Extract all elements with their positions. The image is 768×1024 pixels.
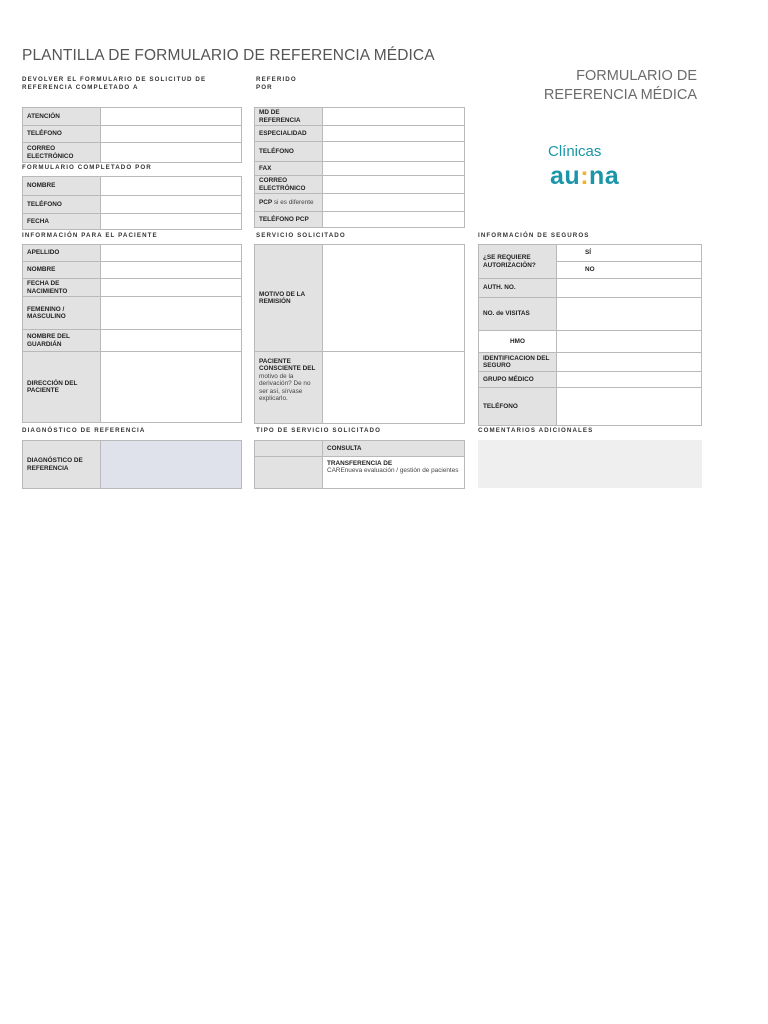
- referring-email-field[interactable]: [323, 176, 465, 194]
- label-consult: CONSULTA: [323, 441, 465, 457]
- label-diagnosis: DIAGNÓSTICO DE REFERENCIA: [23, 441, 101, 489]
- transfer-label: TRANSFERENCIA DE: [327, 460, 393, 467]
- label-visits: NO. de VISITAS: [479, 298, 557, 331]
- referring-md-field[interactable]: [323, 108, 465, 126]
- label-attention: ATENCIÓN: [23, 108, 101, 126]
- service-type-table: [254, 440, 465, 489]
- return-email-field[interactable]: [101, 143, 242, 163]
- fax-field[interactable]: [323, 162, 465, 176]
- specialty-field[interactable]: [323, 126, 465, 142]
- transfer-sub: CAREnueva evaluación / gestión de pacientes: [327, 467, 459, 475]
- label-completed-phone: TELÉFONO: [23, 196, 101, 214]
- referring-phone-field[interactable]: [323, 142, 465, 162]
- return-phone-field[interactable]: [101, 126, 242, 143]
- section-heading-service-type: TIPO DE SERVICIO SOLICITADO: [256, 427, 382, 434]
- address-field[interactable]: [101, 352, 242, 423]
- section-heading-service: SERVICIO SOLICITADO: [256, 232, 346, 239]
- consult-checkbox[interactable]: [255, 441, 323, 457]
- label-return-email: CORREO ELECTRÓNICO: [23, 143, 101, 163]
- section-heading-patient: INFORMACIÓN PARA EL PACIENTE: [22, 232, 158, 239]
- attention-field[interactable]: [101, 108, 242, 126]
- label-sex: FEMENINO / MASCULINO: [23, 297, 101, 330]
- completed-name-field[interactable]: [101, 177, 242, 196]
- form-heading: FORMULARIO DE REFERENCIA MÉDICA: [543, 68, 697, 103]
- label-last-name: APELLIDO: [23, 245, 101, 262]
- completed-by-table: [22, 176, 242, 230]
- hmo-label: HMO: [479, 331, 557, 353]
- pcp-label: PCP: [259, 198, 273, 206]
- guardian-field[interactable]: [101, 330, 242, 352]
- last-name-field[interactable]: [101, 245, 242, 262]
- pcp-sub: si es diferente: [273, 198, 314, 206]
- label-patient-aware: [255, 352, 323, 424]
- page-title: PLANTILLA DE FORMULARIO DE REFERENCIA MÉDICA: [22, 47, 435, 64]
- label-specialty: ESPECIALIDAD: [255, 126, 323, 142]
- label-pcp-phone: TELÉFONO PCP: [255, 212, 323, 228]
- section-heading-diagnosis: DIAGNÓSTICO DE REFERENCIA: [22, 427, 146, 434]
- pcp-field[interactable]: [323, 194, 465, 212]
- insurance-table: [478, 244, 702, 426]
- reason-field[interactable]: [323, 245, 465, 352]
- label-first-name: NOMBRE: [23, 262, 101, 279]
- label-referring-email: CORREO ELECTRÓNICO: [255, 176, 323, 194]
- label-auth-required: ¿SE REQUIERE AUTORIZACIÓN?: [479, 245, 557, 279]
- label-reason: MOTIVO DE LA REMISIÓN: [255, 245, 323, 352]
- patient-aware-label: PACIENTE CONSCIENTE DEL: [259, 358, 316, 373]
- insurance-id-field[interactable]: [557, 353, 702, 372]
- label-address: DIRECCIÓN DEL PACIENTE: [23, 352, 101, 423]
- section-heading-comments: COMENTARIOS ADICIONALES: [478, 427, 594, 434]
- sex-field[interactable]: [101, 297, 242, 330]
- label-completed-name: NOMBRE: [23, 177, 101, 196]
- patient-aware-sub: motivo de la derivación? De no ser así, sírvase explicarlo.: [259, 372, 311, 403]
- label-guardian: NOMBRE DEL GUARDIÁN: [23, 330, 101, 352]
- birth-date-field[interactable]: [101, 279, 242, 297]
- label-fax: FAX: [255, 162, 323, 176]
- label-referring-md: MD DE REFERENCIA: [255, 108, 323, 126]
- logo-text-bottom: au:na: [550, 162, 620, 190]
- diagnosis-field[interactable]: [101, 441, 242, 489]
- insurance-phone-field[interactable]: [557, 388, 702, 426]
- return-to-table: [22, 107, 242, 163]
- label-pcp: [255, 194, 323, 212]
- diagnosis-table: [22, 440, 242, 489]
- logo-text-top: Clínicas: [548, 143, 602, 160]
- pcp-phone-field[interactable]: [323, 212, 465, 228]
- patient-table: [22, 244, 242, 423]
- patient-aware-field[interactable]: [323, 352, 465, 424]
- hmo-field[interactable]: [557, 331, 702, 353]
- auth-no-field[interactable]: [557, 279, 702, 298]
- completed-phone-field[interactable]: [101, 196, 242, 214]
- section-heading-insurance: INFORMACIÓN DE SEGUROS: [478, 232, 590, 239]
- label-return-phone: TELÉFONO: [23, 126, 101, 143]
- label-medical-group: GRUPO MÉDICO: [479, 372, 557, 388]
- label-auth-no: AUTH. NO.: [479, 279, 557, 298]
- first-name-field[interactable]: [101, 262, 242, 279]
- visits-field[interactable]: [557, 298, 702, 331]
- auth-yes-option[interactable]: SÍ: [557, 245, 702, 262]
- section-heading-return: DEVOLVER EL FORMULARIO DE SOLICITUD DE REFERENCIA COMPLETADO A: [22, 76, 207, 91]
- label-referring-phone: TELÉFONO: [255, 142, 323, 162]
- label-insurance-id: IDENTIFICACION DEL SEGURO: [479, 353, 557, 372]
- clinic-logo: [536, 112, 650, 220]
- comments-field[interactable]: [478, 440, 702, 488]
- label-insurance-phone: TELÉFONO: [479, 388, 557, 426]
- auth-no-option[interactable]: NO: [557, 262, 702, 279]
- label-completed-date: FECHA: [23, 214, 101, 230]
- medical-group-field[interactable]: [557, 372, 702, 388]
- label-transfer: [323, 457, 465, 489]
- service-table: [254, 244, 465, 424]
- referred-by-table: [254, 107, 465, 228]
- label-birth-date: FECHA DE NACIMIENTO: [23, 279, 101, 297]
- completed-date-field[interactable]: [101, 214, 242, 230]
- section-heading-referred: REFERIDO POR: [256, 76, 297, 91]
- section-heading-completed: FORMULARIO COMPLETADO POR: [22, 164, 152, 171]
- transfer-checkbox[interactable]: [255, 457, 323, 489]
